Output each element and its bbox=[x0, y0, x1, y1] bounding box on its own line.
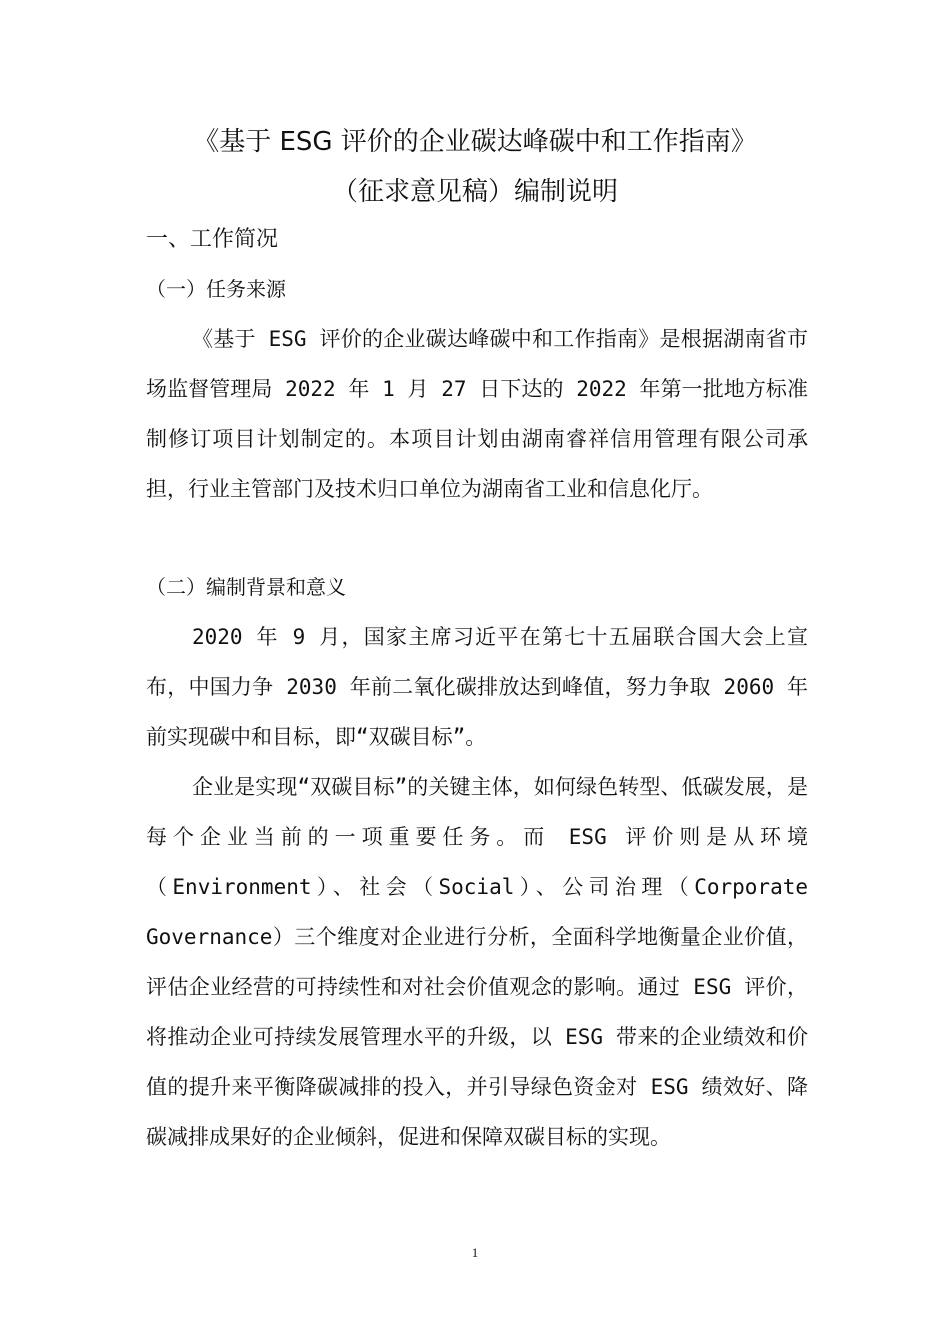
paragraph-background-1: 2020 年 9 月，国家主席习近平在第七十五届联合国大会上宣布，中国力争 2030 年前二氧化碳排放达到峰值，努力争取 2060 年前实现碳中和目标，即“双碳目标”。 bbox=[146, 625, 808, 749]
document-title: 《基于 ESG 评价的企业碳达峰碳中和工作指南》 bbox=[193, 127, 757, 157]
paragraph-background-2: 企业是实现“双碳目标”的关键主体，如何绿色转型、低碳发展，是每个企业当前的一项重要任务。而 ESG 评价则是从环境（Environment）、社会（Social）、公司治理（Corporate Governance）三个维度对企业进行分析，全面科学地衡量企业价值，评估企业经营的可持续性和对社会价值观念的影响。通过 ESG 评价，将推动企业可持续发展管理水平的升级，以 ESG 带来的企业绩效和价值的提升来平衡降碳减排的投入，并引导绿色资金对 ESG 绩效好、降碳减排成果好的企业倾斜，促进和保障双碳目标的实现。 bbox=[146, 775, 808, 1149]
subsection-heading-background: （二）编制背景和意义 bbox=[146, 575, 346, 599]
subsection-heading-task-source: （一）任务来源 bbox=[146, 277, 286, 301]
paragraph-task-source: 《基于 ESG 评价的企业碳达峰碳中和工作指南》是根据湖南省市场监督管理局 2022 年 1 月 27 日下达的 2022 年第一批地方标准制修订项目计划制定的。本项目计划由湖南睿祥信用管理有限公司承担，行业主管部门及技术归口单位为湖南省工业和信息化厅。 bbox=[146, 327, 808, 501]
section-heading-work-overview: 一、工作简况 bbox=[146, 227, 279, 252]
page-number: 1 bbox=[471, 1245, 479, 1260]
document-subtitle: （征求意见稿）编制说明 bbox=[331, 177, 618, 207]
